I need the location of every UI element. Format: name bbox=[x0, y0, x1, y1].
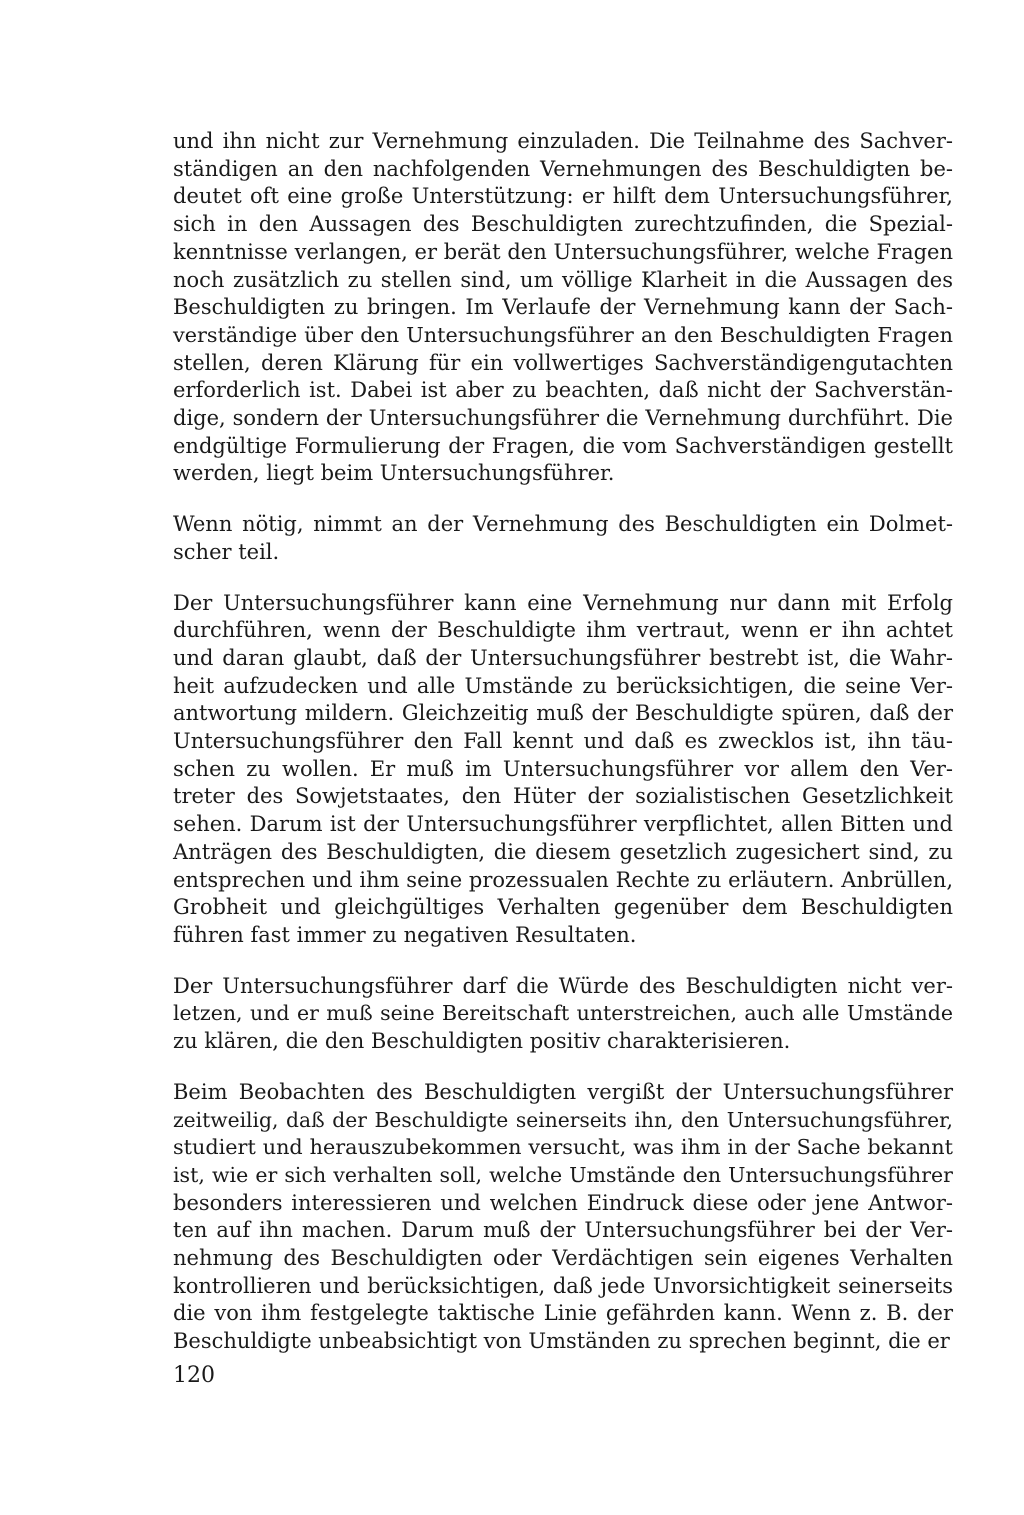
text-line: stellen, deren Klärung für ein vollwertiges Sachverständigengutachten bbox=[173, 350, 953, 375]
paragraph bbox=[173, 511, 953, 566]
text-line: Beschuldigte unbeabsichtigt von Umständen zu sprechen beginnt, die er bbox=[173, 1329, 950, 1354]
text-line: Der Untersuchungsführer kann eine Vernehmung nur dann mit Erfolg bbox=[173, 590, 953, 615]
text-line: letzen, und er muß seine Bereitschaft unterstreichen, auch alle Umstände bbox=[173, 1001, 953, 1026]
text-line: ständigen an den nachfolgenden Vernehmungen des Beschuldigten be- bbox=[173, 156, 953, 181]
paragraph bbox=[173, 973, 953, 1056]
paragraph bbox=[173, 128, 953, 488]
text-line: Beim Beobachten des Beschuldigten vergißt der Untersuchungsführer bbox=[173, 1079, 953, 1104]
text-line: scher teil. bbox=[173, 539, 280, 564]
page-number: 120 bbox=[173, 1363, 215, 1388]
text-line: zeitweilig, daß der Beschuldigte seinerseits ihn, den Untersuchungsführer, bbox=[173, 1107, 953, 1132]
text-line: und daran glaubt, daß der Untersuchungsführer bestrebt ist, die Wahr- bbox=[173, 645, 953, 670]
text-line: führen fast immer zu negativen Resultaten. bbox=[173, 922, 637, 947]
text-line: ten auf ihn machen. Darum muß der Untersuchungsführer bei der Ver- bbox=[173, 1218, 953, 1243]
paragraph-gap bbox=[173, 950, 953, 973]
text-line: besonders interessieren und welchen Eindruck diese oder jene Antwor- bbox=[173, 1190, 953, 1215]
text-line: entsprechen und ihm seine prozessualen Rechte zu erläutern. Anbrüllen, bbox=[173, 867, 953, 892]
text-line: endgültige Formulierung der Fragen, die vom Sachverständigen gestellt bbox=[173, 433, 953, 458]
text-line: nehmung des Beschuldigten oder Verdächtigen sein eigenes Verhalten bbox=[173, 1246, 953, 1271]
text-line: treter des Sowjetstaates, den Hüter der sozialistischen Gesetzlichkeit bbox=[173, 784, 953, 809]
text-line: sehen. Darum ist der Untersuchungsführer verpflichtet, allen Bitten und bbox=[173, 812, 953, 837]
paragraph-gap bbox=[173, 488, 953, 511]
text-line: erforderlich ist. Dabei ist aber zu beachten, daß nicht der Sachverstän- bbox=[173, 378, 953, 403]
page-body bbox=[173, 128, 953, 1356]
text-line: Wenn nötig, nimmt an der Vernehmung des Beschuldigten ein Dolmet- bbox=[173, 512, 953, 537]
text-line: kontrollieren und berücksichtigen, daß jede Unvorsichtigkeit seinerseits bbox=[173, 1273, 953, 1298]
text-line: durchführen, wenn der Beschuldigte ihm vertraut, wenn er ihn achtet bbox=[173, 618, 953, 643]
text-line: die von ihm festgelegte taktische Linie gefährden kann. Wenn z. B. der bbox=[173, 1301, 953, 1326]
text-line: zu klären, die den Beschuldigten positiv charakterisieren. bbox=[173, 1029, 791, 1054]
text-line: studiert und herauszubekommen versucht, was ihm in der Sache bekannt bbox=[173, 1135, 953, 1160]
text-line: werden, liegt beim Untersuchungsführer. bbox=[173, 461, 615, 486]
text-line: Anträgen des Beschuldigten, die diesem gesetzlich zugesichert sind, zu bbox=[173, 839, 953, 864]
text-line: deutet oft eine große Unterstützung: er hilft dem Untersuchungsführer, bbox=[173, 184, 953, 209]
paragraph bbox=[173, 1079, 953, 1356]
text-line: heit aufzudecken und alle Umstände zu berücksichtigen, die seine Ver- bbox=[173, 673, 953, 698]
text-line: Der Untersuchungsführer darf die Würde des Beschuldigten nicht ver- bbox=[173, 973, 953, 998]
text-line: Untersuchungsführer den Fall kennt und daß es zwecklos ist, ihn täu- bbox=[173, 729, 953, 754]
text-line: kenntnisse verlangen, er berät den Untersuchungsführer, welche Fragen bbox=[173, 239, 953, 264]
text-line: und ihn nicht zur Vernehmung einzuladen. Die Teilnahme des Sachver- bbox=[173, 129, 953, 153]
text-line: sich in den Aussagen des Beschuldigten zurechtzufinden, die Spezial- bbox=[173, 212, 953, 237]
text-line: schen zu wollen. Er muß im Untersuchungsführer vor allem den Ver- bbox=[173, 756, 953, 781]
text-line: dige, sondern der Untersuchungsführer die Vernehmung durchführt. Die bbox=[173, 406, 953, 431]
text-line: noch zusätzlich zu stellen sind, um völlige Klarheit in die Aussagen des bbox=[173, 267, 953, 292]
text-line: ist, wie er sich verhalten soll, welche Umstände den Untersuchungsführer bbox=[173, 1162, 953, 1187]
text-line: Grobheit und gleichgültiges Verhalten gegenüber dem Beschuldigten bbox=[173, 895, 953, 920]
paragraph-gap bbox=[173, 567, 953, 590]
paragraph bbox=[173, 590, 953, 950]
paragraph-gap bbox=[173, 1056, 953, 1079]
text-line: antwortung mildern. Gleichzeitig muß der Beschuldigte spüren, daß der bbox=[173, 701, 953, 726]
text-line: Beschuldigten zu bringen. Im Verlaufe der Vernehmung kann der Sach- bbox=[173, 295, 953, 320]
text-line: verständige über den Untersuchungsführer an den Beschuldigten Fragen bbox=[173, 322, 953, 347]
